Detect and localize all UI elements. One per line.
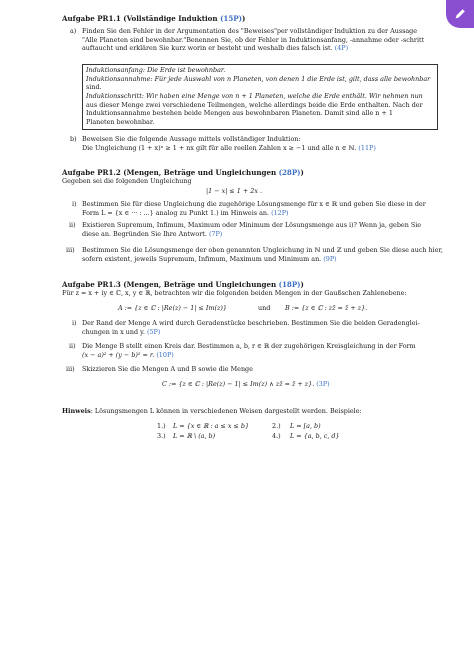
pr12-ii-points: (7P) — [208, 229, 223, 238]
pr12-i-points: (12P) — [271, 208, 289, 217]
pr13-heading — [62, 280, 304, 289]
pr11-b-points: (11P) — [358, 143, 376, 152]
hint-label: Hinweis — [62, 407, 91, 415]
pr11-a-line1: Finden Sie den Fehler in der Argumentation des "Beweises"per vollständiger Induktion zu der Aussage — [82, 27, 418, 35]
hint-text: : Lösungsmengen L können in verschiedenen Weisen dargestellt werden. Beispiele: — [90, 407, 362, 415]
pr13-title: Aufgabe PR1.3 (Mengen, Beträge und Ungleichungen — [62, 280, 277, 289]
pr13-formula-und: und — [258, 304, 271, 312]
pr12-ii-line2-wrap — [82, 230, 222, 238]
pr13-close: ) — [300, 280, 304, 289]
pr12-ii-label: ii) — [69, 221, 76, 229]
hint-ex4: L = {a, b, c, d} — [290, 432, 340, 440]
box-line3: sind. — [86, 83, 102, 91]
pr12-heading — [62, 168, 304, 177]
pr13-iii-line1: Skizzieren Sie die Mengen A und B sowie die Menge — [82, 365, 253, 373]
pr13-i-label: i) — [72, 319, 77, 327]
box-line1: Induktionsanfang: Die Erde ist bewohnbar. — [86, 66, 226, 74]
pr13-iii-label: iii) — [66, 365, 75, 373]
pr13-formula-b: B := {z ∈ ℂ : zz̄ = z̄ + z}. — [285, 304, 368, 312]
pr11-b-label: b) — [70, 135, 77, 143]
hint-ex1-num: 1.) — [157, 422, 166, 430]
pr12-i-line1: Bestimmen Sie für diese Ungleichung die zugehörige Lösungsmenge für x ∈ ℝ und geben Sie diese in der — [82, 200, 426, 208]
pr12-i-line2: Form L = {x ∈ ··· : ...} analog zu Punkt 1.) im Hinweis an. — [82, 208, 270, 217]
hint-ex3-num: 3.) — [157, 432, 166, 440]
hint-ex3: L = ℝ \ (a, b) — [173, 432, 216, 440]
pr12-title: Aufgabe PR1.2 (Mengen, Beträge und Ungleichungen — [62, 168, 277, 177]
pr12-iii-line2: sofern existent, jeweils Supremum, Infimum, Maximum und Minimum an. — [82, 254, 322, 263]
pr11-a-line3: auftaucht und erklären Sie kurz worin er besteht und weshalb dies falsch ist. — [82, 44, 333, 52]
pr12-iii-line1: Bestimmen Sie die Lösungsmenge der oben genannten Ungleichung in ℕ und ℤ und geben Sie diese auch hier, — [82, 246, 443, 254]
pr13-formula-a: A := {z ∈ ℂ : |Re(z) − 1| ≤ Im(z)} — [118, 304, 227, 312]
pr13-i-line2: chungen in x und y. — [82, 327, 145, 336]
pr13-ii-points: (10P) — [156, 350, 174, 359]
pr13-formula-c-wrap — [162, 380, 330, 388]
pr12-formula: |1 − x| ≤ 1 + 2x . — [206, 187, 263, 195]
pr13-iii-points: (3P) — [316, 380, 330, 388]
hint-ex1: L = {x ∈ ℝ : a ≤ x ≤ b} — [173, 422, 250, 430]
pr13-i-line1: Der Rand der Menge A wird durch Geradenstücke beschrieben. Bestimmen Sie die beiden Geradenglei- — [82, 319, 420, 327]
pr13-points: (18P) — [278, 280, 301, 289]
pr13-ii-line2: (x − a)² + (y − b)² = r. — [82, 350, 155, 359]
hint-line — [62, 407, 362, 415]
pr13-i-points: (5P) — [146, 327, 161, 336]
pr12-i-label: i) — [72, 200, 77, 208]
pr12-ii-line2: diese an. Begründen Sie Ihre Antwort. — [82, 229, 207, 238]
pen-icon — [453, 7, 467, 21]
pr12-iii-label: iii) — [66, 246, 75, 254]
pr13-i-line2-wrap — [82, 328, 160, 336]
box-line4: Induktionsschritt: Wir haben eine Menge von n + 1 Planeten, welche die Erde enthält. Wir nehmen nun — [86, 92, 423, 100]
pen-badge[interactable] — [446, 0, 474, 28]
pr11-close: ) — [241, 14, 246, 23]
pr11-a-line2: "Alle Planeten sind bewohnbar."Benennen Sie, ob der Fehler in Induktionsanfang, -annahme oder -schritt — [82, 35, 425, 44]
pr13-ii-line1: Die Menge B stellt einen Kreis dar. Bestimmen a, b, r ∈ ℝ der zugehörigen Kreisgleichung in der Form — [82, 342, 416, 350]
pr11-heading — [62, 14, 245, 23]
pr12-iii-points: (9P) — [323, 254, 337, 263]
pr13-intro: Für z = x + iy ∈ ℂ, x, y ∈ ℝ, betrachten wir die folgenden beiden Mengen in der Gaußschen Zahlenebene: — [62, 289, 407, 297]
pr13-formula-c: C := {z ∈ ℂ : |Re(z) − 1| ≤ Im(z) ∧ zz̄ = z̄ + z}. — [162, 380, 315, 388]
box-line5: aus dieser Menge zwei verschiedene Teilmengen, welche allerdings beide die Erde enthalten. Nach der — [86, 100, 423, 109]
pr12-intro: Gegeben sei die folgenden Ungleichung — [62, 177, 192, 185]
pr13-ii-line2-wrap — [82, 351, 174, 359]
pr12-ii-line1: Existieren Supremum, Infimum, Maximum oder Minimum der Lösungsmenge aus i)? Wenn ja, geben Sie — [82, 221, 422, 229]
hint-ex4-num: 4.) — [272, 432, 281, 440]
pr11-b-line2-wrap — [82, 144, 376, 152]
box-line7: Planeten bewohnbar. — [86, 117, 155, 126]
pr11-title: Aufgabe PR1.1 (Vollständige Induktion — [62, 14, 218, 23]
pr11-a-points: (4P) — [334, 44, 349, 52]
hint-ex2: L = [a, b) — [290, 422, 321, 430]
pr12-close: ) — [300, 168, 304, 177]
pr12-points: (28P) — [278, 168, 301, 177]
pr12-i-line2-wrap — [82, 209, 289, 217]
pr12-iii-line2-wrap — [82, 255, 337, 263]
pr13-ii-label: ii) — [69, 342, 76, 350]
hint-ex2-num: 2.) — [272, 422, 281, 430]
pr11-b-line2: Die Ungleichung (1 + x)ⁿ ≥ 1 + nx gilt für alle reellen Zahlen x ≥ −1 und alle n ∈ ℕ. — [82, 143, 357, 152]
box-line2: Induktionsannahme: Für jede Auswahl von n Planeten, von denen 1 die Erde ist, gilt, dass alle bewohnbar — [86, 74, 431, 83]
pr11-b-line1: Beweisen Sie die folgende Aussage mittels vollständiger Induktion: — [82, 135, 301, 143]
box-line6: Induktionsannahme bestehen beide Mengen aus bewohnbaren Planeten. Damit sind alle n + 1 — [86, 109, 393, 117]
pr11-points: (15P) — [220, 14, 242, 23]
pr11-a-label: a) — [70, 27, 77, 35]
pr11-a-line3-wrap — [82, 44, 348, 52]
